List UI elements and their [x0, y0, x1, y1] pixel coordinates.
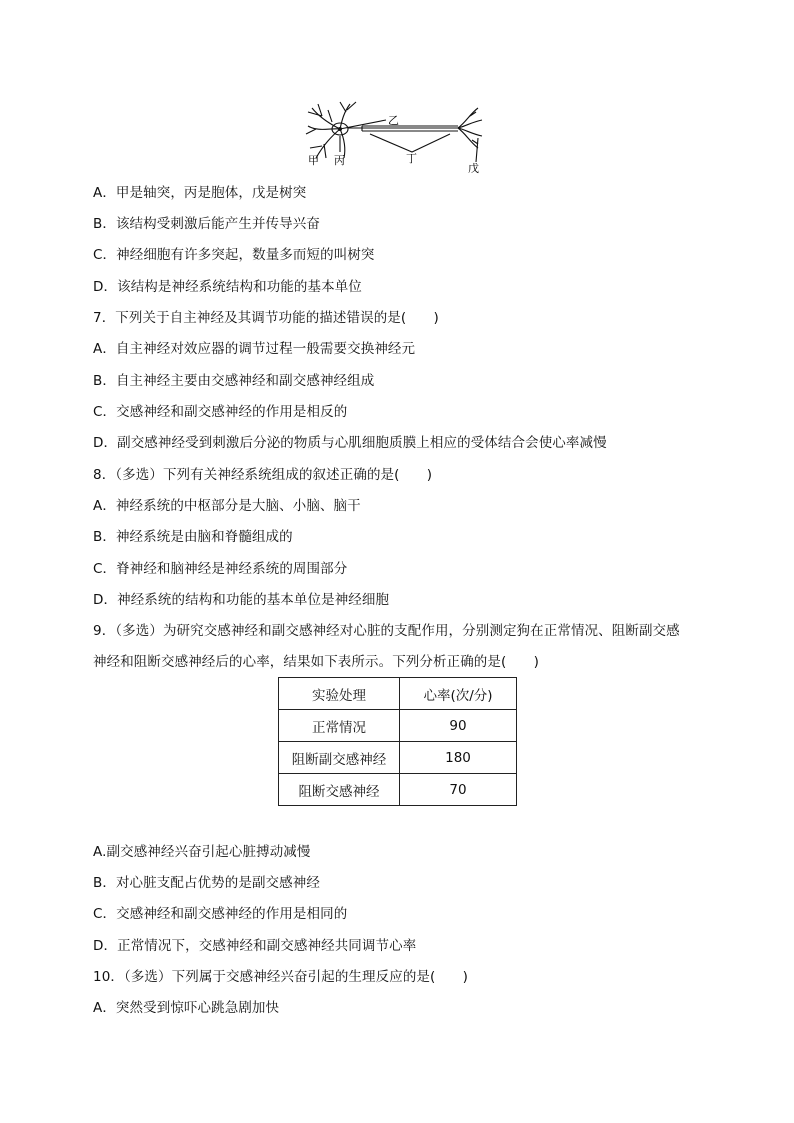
q8-option-d: D．神经系统的结构和功能的基本单位是神经细胞	[93, 592, 390, 608]
q6-option-d: D．该结构是神经系统结构和功能的基本单位	[93, 279, 362, 295]
table-cell: 正常情况	[279, 710, 400, 742]
q7-option-d: D．副交感神经受到刺激后分泌的物质与心肌细胞质膜上相应的受体结合会使心率减慢	[93, 435, 607, 451]
table-header-cell: 实验处理	[279, 678, 400, 710]
q9-option-d: D．正常情况下，交感神经和副交感神经共同调节心率	[93, 938, 417, 954]
q6-option-a: A．甲是轴突，丙是胞体，戊是树突	[93, 185, 307, 201]
q9-option-a: A.副交感神经兴奋引起心脏搏动减慢	[93, 844, 311, 860]
neuron-diagram	[300, 98, 490, 174]
label-yi: 乙	[388, 114, 399, 127]
q9-stem-line1: 9．（多选）为研究交感神经和副交感神经对心脏的支配作用，分别测定狗在正常情况、阻断副交感	[93, 623, 680, 639]
q6-option-b: B．该结构受刺激后能产生并传导兴奋	[93, 216, 320, 232]
label-bing: 丙	[334, 154, 345, 167]
table-cell: 90	[400, 710, 517, 742]
nucleus	[338, 127, 342, 131]
q7-option-b: B．自主神经主要由交感神经和副交感神经组成	[93, 373, 375, 389]
table-row	[279, 710, 517, 742]
q10-option-a: A．突然受到惊吓心跳急剧加快	[93, 1000, 280, 1016]
table-cell: 70	[400, 774, 517, 806]
q6-option-c: C．神经细胞有许多突起，数量多而短的叫树突	[93, 247, 375, 263]
table-row	[279, 742, 517, 774]
q8-option-c: C．脊神经和脑神经是神经系统的周围部分	[93, 561, 348, 577]
q9-option-b: B．对心脏支配占优势的是副交感神经	[93, 875, 320, 891]
q8-option-a: A．神经系统的中枢部分是大脑、小脑、脑干	[93, 498, 361, 514]
label-ding: 丁	[406, 152, 417, 165]
q9-option-c: C．交感神经和副交感神经的作用是相同的	[93, 906, 348, 922]
table-header-row	[279, 678, 517, 710]
table-cell: 180	[400, 742, 517, 774]
label-jia: 甲	[308, 154, 319, 167]
table-cell: 阻断副交感神经	[279, 742, 400, 774]
table-cell: 阻断交感神经	[279, 774, 400, 806]
q8-stem: 8．（多选）下列有关神经系统组成的叙述正确的是( )	[93, 467, 433, 483]
heart-rate-table	[278, 677, 517, 806]
table-header-cell: 心率(次/分)	[400, 678, 517, 710]
label-wu: 戊	[468, 162, 479, 174]
q8-option-b: B．神经系统是由脑和脊髓组成的	[93, 529, 293, 545]
q7-stem: 7．下列关于自主神经及其调节功能的描述错误的是( )	[93, 310, 439, 326]
q10-stem: 10．（多选）下列属于交感神经兴奋引起的生理反应的是( )	[93, 969, 468, 985]
neuron-drawing	[300, 98, 490, 174]
table-row	[279, 774, 517, 806]
q7-option-c: C．交感神经和副交感神经的作用是相反的	[93, 404, 348, 420]
q9-stem-line2: 神经和阻断交感神经后的心率，结果如下表所示。下列分析正确的是( )	[93, 654, 539, 670]
q7-option-a: A．自主神经对效应器的调节过程一般需要交换神经元	[93, 341, 416, 357]
